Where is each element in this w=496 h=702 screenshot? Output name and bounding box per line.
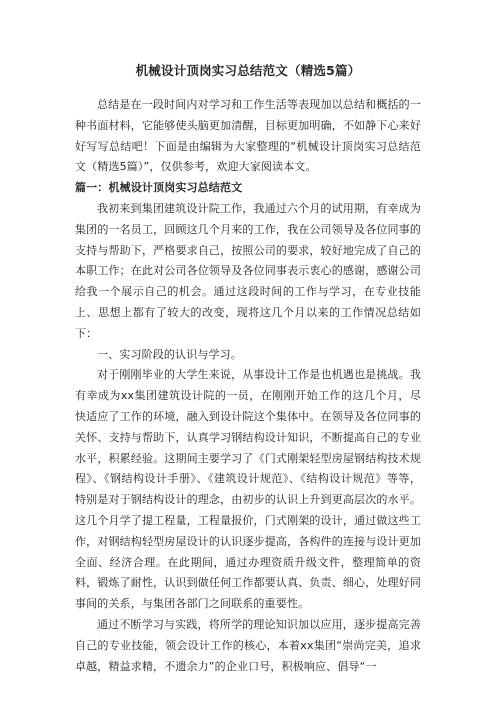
document-title: 机械设计顶岗实习总结范文（精选5篇） [135,63,361,78]
intro-paragraph: 总结是在一段时间内对学习和工作生活等表现加以总结和概括的一种书面材料，它能够使头脑更加清醒，目标更加明确，不如静下心来好好写写总结吧！下面是由编辑为大家整理的“机械设计顶岗实习总结范文（精选5篇）”，仅供参考，欢迎大家阅读本文。 [75,98,421,174]
section-heading-1: 一、实习阶段的认识与学习。 [97,347,242,361]
body-paragraph-1: 我初来到集团建筑设计院工作，我通过六个月的试用期，有幸成为集团的一名员工，回顾这几个月来的工作，我在公司领导及各位同事的支持与帮助下，严格要求自己，按照公司的要求，较好地完成了自己的本职工作；在此对公司各位领导及各位同事表示衷心的感谢，感谢公司给我一个展示自己的机会。通过这段时间的工作与学习，在专业技能上、思想上都有了较大的改变，现将这几个月以来的工作情况总结如下： [75,201,421,340]
body-paragraph-3: 通过不断学习与实践，将所学的理论知识加以应用，逐步提高完善自己的专业技能，领会设计工作的核心，本着xx集团“崇尚完美，追求卓越，精益求精，不遗余力”的企业口号，积极响应、倡导“一 [75,617,421,673]
document-page [75,62,421,677]
body-paragraph-2: 对于刚刚毕业的大学生来说，从事设计工作是也机遇也是挑战。我有幸成为xx集团建筑设计院的一员，在刚刚开始工作的这几个月，尽快适应了工作的环境，融入到设计院这个集体中。在领导及各位同事的关怀、支持与帮助下，认真学习钢结构设计知识，不断提高自己的专业水平，积累经验。这期间主要学习了《门式刚架轻型房屋钢结构技术规程》、《钢结构设计手册》、《建筑设计规范》、《结构设计规范》等等，特别是对于钢结构设计的理念，由初步的认识上升到更高层次的水平。这几个月学了提工程量，工程量报价，门式刚架的设计，通过做这些工作，对钢结构轻型房屋设计的认识逐步提高，各构件的连接与设计更加全面、经济合理。在此期间，通过办理资质升级文件，整理简单的资料，锻炼了耐性，认识到做任何工作都要认真、负责、细心，处理好同事间的关系，与集团各部门之间联系的重要性。 [75,368,421,611]
article-heading: 篇一：机械设计顶岗实习总结范文 [75,181,243,195]
